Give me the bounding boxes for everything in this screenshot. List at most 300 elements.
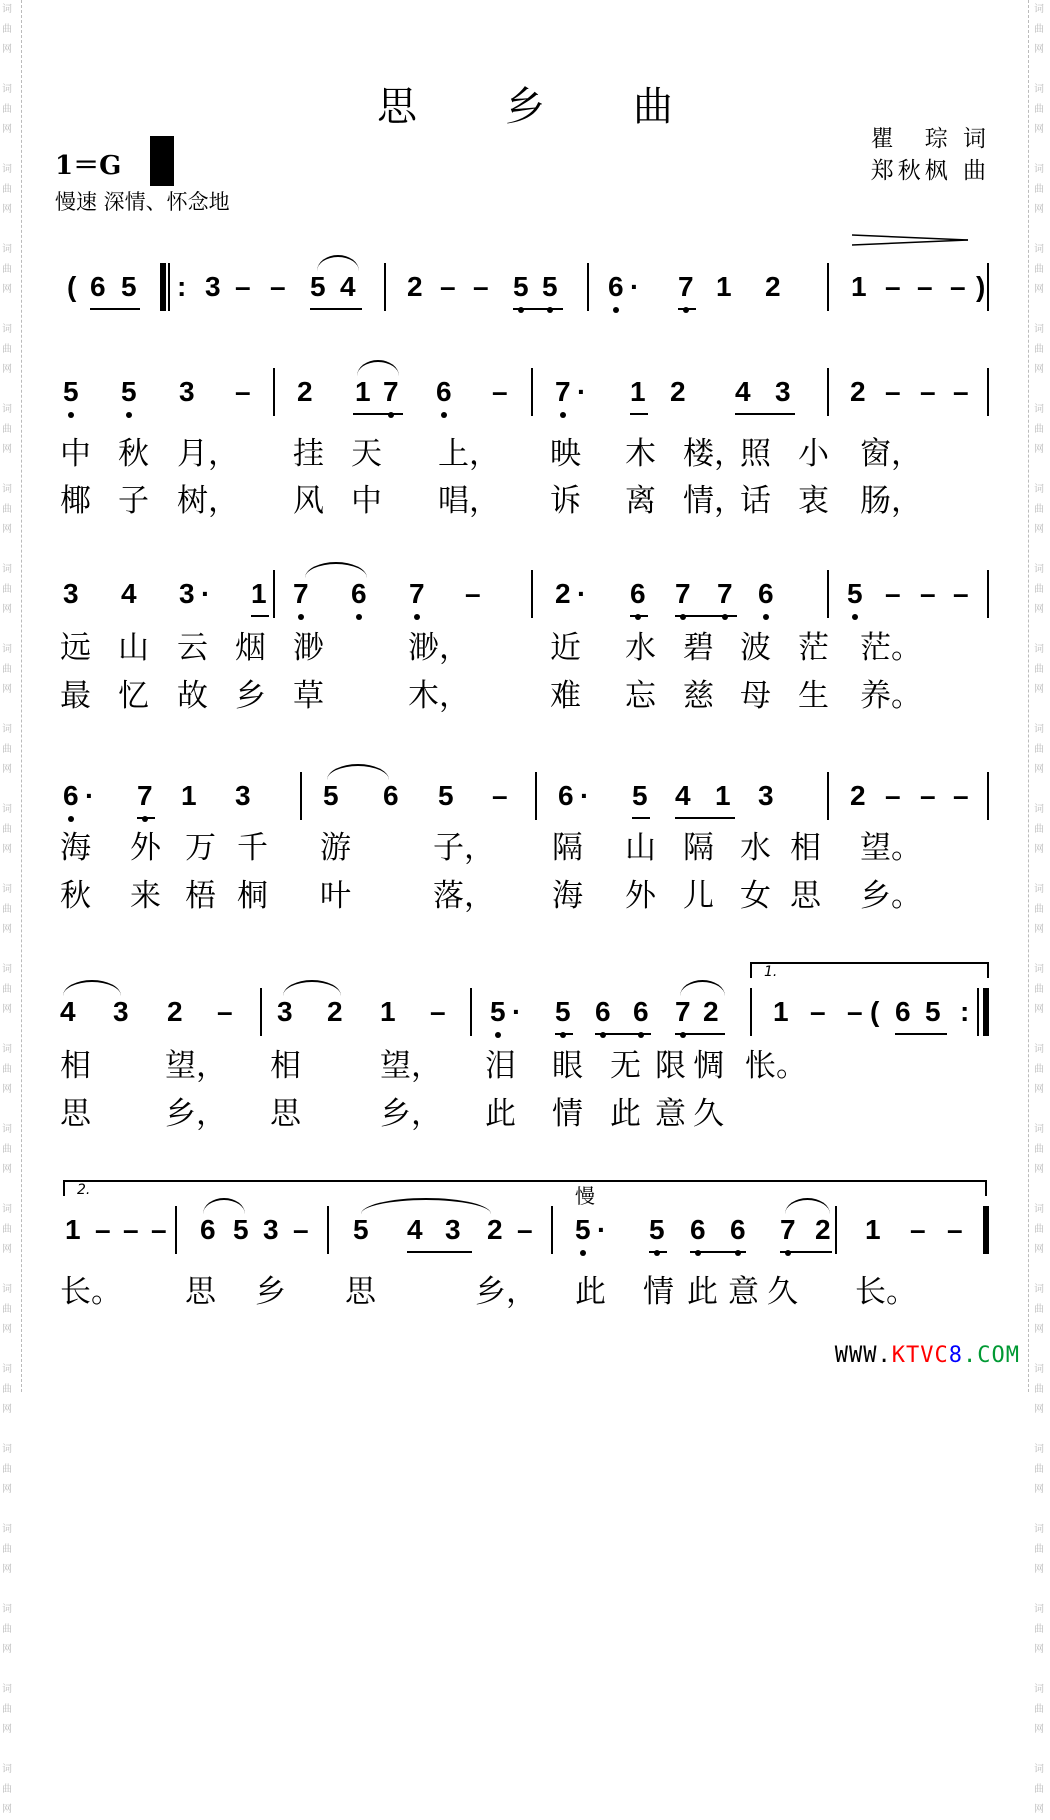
note: · (577, 376, 587, 407)
note: 6 (90, 271, 106, 302)
note: 6 (383, 780, 399, 811)
beam-underline (690, 1251, 746, 1253)
note: 6 (630, 578, 646, 609)
lyric-char: 眼 (552, 1048, 583, 1084)
barline (987, 772, 989, 820)
note: 6 (608, 271, 624, 302)
note: 5 (438, 780, 454, 811)
note: 1 (355, 376, 371, 407)
lyric-char: 茫 (798, 630, 829, 666)
beam-underline (675, 1033, 725, 1035)
note: 6 (633, 996, 649, 1027)
lyric-char: 木 (625, 436, 656, 472)
beam-underline (630, 615, 648, 617)
lyric-char: 情 (552, 1096, 583, 1132)
website-part: WWW. (834, 1343, 892, 1368)
barline (551, 1206, 553, 1254)
note: 3 (263, 1214, 279, 1245)
lyric-char: 隔 (683, 830, 714, 866)
note: 3 (758, 780, 774, 811)
note: 7 (383, 376, 399, 407)
note: 5 (233, 1214, 249, 1245)
lyric-char: 肠， (860, 483, 922, 519)
note: 5 (353, 1214, 369, 1245)
lyric-char: 长。 (60, 1274, 122, 1310)
note: 2 (703, 996, 719, 1027)
note: 6 (200, 1214, 216, 1245)
lyric-char: 唱， (438, 483, 500, 519)
note: – (123, 1214, 139, 1245)
lyric-char: 渺， (408, 630, 470, 666)
note: – (95, 1214, 111, 1245)
note: 2 (815, 1214, 831, 1245)
slur (317, 255, 359, 271)
barline (384, 263, 386, 311)
note: 3 (277, 996, 293, 1027)
note: – (517, 1214, 533, 1245)
tempo-slow-mark: 慢 (575, 1184, 595, 1208)
lyricist-credit: 瞿 琮 词 (870, 126, 990, 152)
note: 7 (717, 578, 733, 609)
note: 4 (60, 996, 76, 1027)
note: – (917, 271, 933, 302)
note: 7 (780, 1214, 796, 1245)
lyric-char: 波 (740, 630, 771, 666)
note: – (847, 996, 863, 1027)
note: 5 (121, 376, 137, 407)
lyric-char: 外 (130, 830, 161, 866)
note: · (512, 996, 522, 1027)
note: · (85, 780, 95, 811)
lyric-char: 乡 (255, 1274, 286, 1310)
lyric-char: 云 (177, 630, 208, 666)
lyric-char: 挂 (293, 436, 324, 472)
lyric-char: 桐 (237, 878, 268, 914)
lyric-char: 意 (728, 1274, 759, 1310)
note: 4 (407, 1214, 423, 1245)
note: 3 (179, 578, 195, 609)
lyric-char: 月， (177, 436, 239, 472)
lyric-char: 思 (185, 1274, 216, 1310)
volta-1-label: 1. (764, 964, 778, 980)
lyric-char: 情， (683, 483, 745, 519)
note: – (920, 780, 936, 811)
beam-underline (735, 413, 795, 415)
lyric-char: 山 (625, 830, 656, 866)
tempo-marking: 慢速 深情、怀念地 (55, 190, 230, 214)
lyric-char: 望。 (860, 830, 922, 866)
lyric-char: 叶 (320, 878, 351, 914)
beam-underline (251, 615, 269, 617)
barline (827, 263, 829, 311)
note: 4 (340, 271, 356, 302)
beam-underline (310, 308, 362, 310)
barline (983, 1206, 989, 1254)
lyric-char: 近 (550, 630, 581, 666)
note: 1 (630, 376, 646, 407)
lyric-char: 最 (60, 678, 91, 714)
note: – (235, 376, 251, 407)
lyric-char: 女 (740, 878, 771, 914)
lyric-char: 长。 (855, 1274, 917, 1310)
barline (827, 570, 829, 618)
lyric-char: 思 (345, 1274, 376, 1310)
lyric-char: 惆 (693, 1048, 724, 1084)
lyric-char: 忘 (625, 678, 656, 714)
lyric-char: 水 (625, 630, 656, 666)
beam-underline (90, 308, 140, 310)
lyric-char: 相 (60, 1048, 91, 1084)
lyric-char: 秋 (60, 878, 91, 914)
lyric-char: 树， (177, 483, 239, 519)
lyric-char: 木， (408, 678, 470, 714)
lyric-char: 相 (270, 1048, 301, 1084)
note: – (910, 1214, 926, 1245)
note: ) (976, 271, 986, 302)
note: 2 (327, 996, 343, 1027)
note: 2 (407, 271, 423, 302)
barline (750, 988, 752, 1036)
lyric-char: 烟 (235, 630, 266, 666)
barline (168, 263, 170, 311)
note: 4 (735, 376, 751, 407)
beam-underline (630, 413, 648, 415)
note: 6 (436, 376, 452, 407)
note: – (465, 578, 481, 609)
time-signature (150, 136, 164, 176)
slur (283, 980, 341, 996)
note: ( (870, 996, 880, 1027)
lyric-char: 乡 (235, 678, 266, 714)
note: – (151, 1214, 167, 1245)
note: 6 (690, 1214, 706, 1245)
note: 5 (63, 376, 79, 407)
lyric-char: 远 (60, 630, 91, 666)
key-signature: 1＝G (55, 151, 122, 181)
lyric-char: 子， (433, 830, 495, 866)
note: 6 (351, 578, 367, 609)
lyric-char: 上， (438, 436, 500, 472)
note: ( (67, 271, 77, 302)
note: 5 (632, 780, 648, 811)
note: 6 (895, 996, 911, 1027)
lyric-char: 海 (552, 878, 583, 914)
note: 1 (865, 1214, 881, 1245)
note: 3 (113, 996, 129, 1027)
beam-underline (895, 1033, 947, 1035)
left-margin-line (21, 0, 22, 1392)
note: 5 (649, 1214, 665, 1245)
note: 4 (121, 578, 137, 609)
lyric-char: 意 (655, 1096, 686, 1132)
lyric-char: 楼， (683, 436, 745, 472)
lyric-char: 思 (790, 878, 821, 914)
note: 5 (542, 271, 558, 302)
lyric-char: 乡。 (860, 878, 922, 914)
note: · (201, 578, 211, 609)
lyric-char: 此 (610, 1096, 641, 1132)
lyric-char: 无 (610, 1048, 641, 1084)
lyric-char: 万 (185, 830, 216, 866)
note: 5 (575, 1214, 591, 1245)
lyric-char: 乡， (380, 1096, 442, 1132)
barline (175, 1206, 177, 1254)
website-part: KTVC (891, 1343, 949, 1368)
barline (987, 263, 989, 311)
volta-bracket-1 (750, 962, 989, 978)
barline (160, 263, 166, 311)
note: – (885, 376, 901, 407)
barline (327, 1206, 329, 1254)
note: 2 (850, 376, 866, 407)
note: – (473, 271, 489, 302)
note: : (960, 996, 970, 1027)
lyric-char: 椰 (60, 483, 91, 519)
beam-underline (675, 817, 735, 819)
slur (327, 764, 389, 780)
note: · (577, 578, 587, 609)
note: 2 (167, 996, 183, 1027)
note: 6 (595, 996, 611, 1027)
lyric-char: 游 (320, 830, 351, 866)
lyric-char: 儿 (683, 878, 714, 914)
lyric-char: 此 (575, 1274, 606, 1310)
note: · (580, 780, 590, 811)
barline (977, 988, 979, 1036)
note: 4 (675, 780, 691, 811)
barline (987, 368, 989, 416)
lyric-char: 衷 (798, 483, 829, 519)
beam-underline (353, 413, 403, 415)
beam-underline (137, 817, 155, 819)
slur (361, 1198, 491, 1214)
barline (300, 772, 302, 820)
barline (273, 570, 275, 618)
lyric-char: 照 (740, 436, 771, 472)
lyric-char: 碧 (683, 630, 714, 666)
note: 3 (205, 271, 221, 302)
lyric-char: 来 (130, 878, 161, 914)
lyric-char: 望， (380, 1048, 442, 1084)
lyric-char: 隔 (552, 830, 583, 866)
note: – (810, 996, 826, 1027)
lyric-char: 水 (740, 830, 771, 866)
lyric-char: 难 (550, 678, 581, 714)
note: 2 (487, 1214, 503, 1245)
note: 3 (63, 578, 79, 609)
diminuendo-icon (852, 233, 970, 247)
note: – (953, 578, 969, 609)
beam-underline (513, 308, 563, 310)
website-logo (835, 1343, 1020, 1368)
lyric-char: 此 (687, 1274, 718, 1310)
slur (305, 562, 367, 578)
note: 3 (235, 780, 251, 811)
note: 2 (297, 376, 313, 407)
note: – (947, 1214, 963, 1245)
note: 7 (675, 578, 691, 609)
volta-bracket-2 (63, 1180, 987, 1196)
slur (357, 360, 399, 376)
note: – (885, 271, 901, 302)
beam-underline (555, 1033, 573, 1035)
note: 5 (310, 271, 326, 302)
note: 1 (380, 996, 396, 1027)
note: 7 (293, 578, 309, 609)
lyric-char: 泪 (485, 1048, 516, 1084)
lyric-char: 忆 (118, 678, 149, 714)
note: 6 (558, 780, 574, 811)
website-part: 8 (948, 1343, 964, 1368)
note: – (885, 780, 901, 811)
slur (203, 1198, 245, 1214)
note: – (953, 376, 969, 407)
note: 1 (251, 578, 267, 609)
lyric-char: 限 (655, 1048, 686, 1084)
lyric-char: 梧 (185, 878, 216, 914)
note: · (597, 1214, 607, 1245)
note: 3 (775, 376, 791, 407)
note: 1 (851, 271, 867, 302)
lyric-char: 小 (798, 436, 829, 472)
lyric-char: 风 (293, 483, 324, 519)
note: 6 (758, 578, 774, 609)
note: 5 (847, 578, 863, 609)
lyric-char: 外 (625, 878, 656, 914)
note: 7 (555, 376, 571, 407)
note: 7 (678, 271, 694, 302)
note: 5 (555, 996, 571, 1027)
lyric-char: 天 (351, 436, 382, 472)
note: 2 (765, 271, 781, 302)
barline (587, 263, 589, 311)
lyric-char: 故 (177, 678, 208, 714)
lyric-char: 情 (643, 1274, 674, 1310)
note: 3 (445, 1214, 461, 1245)
note: – (950, 271, 966, 302)
note: 7 (137, 780, 153, 811)
lyric-char: 秋 (118, 436, 149, 472)
note: 2 (670, 376, 686, 407)
lyric-char: 话 (740, 483, 771, 519)
beam-underline (632, 817, 650, 819)
lyric-char: 诉 (550, 483, 581, 519)
barline (531, 570, 533, 618)
barline (983, 988, 989, 1036)
beam-underline (407, 1251, 472, 1253)
lyric-char: 映 (550, 436, 581, 472)
note: 2 (555, 578, 571, 609)
beam-underline (649, 1251, 667, 1253)
barline (827, 772, 829, 820)
lyric-char: 山 (118, 630, 149, 666)
lyric-char: 此 (485, 1096, 516, 1132)
note: 1 (181, 780, 197, 811)
barline (531, 368, 533, 416)
lyric-char: 相 (790, 830, 821, 866)
barline (835, 1206, 837, 1254)
lyric-char: 落， (433, 878, 495, 914)
note: 1 (773, 996, 789, 1027)
note: 7 (409, 578, 425, 609)
barline (470, 988, 472, 1036)
note: – (235, 271, 251, 302)
note: 5 (490, 996, 506, 1027)
note: – (492, 376, 508, 407)
volta-2-label: 2. (77, 1182, 91, 1198)
lyric-char: 乡， (475, 1274, 537, 1310)
lyric-char: 窗， (860, 436, 922, 472)
note: – (430, 996, 446, 1027)
note: – (953, 780, 969, 811)
barline (827, 368, 829, 416)
note: · (630, 271, 640, 302)
lyric-char: 生 (798, 678, 829, 714)
lyric-char: 久 (693, 1096, 724, 1132)
note: 7 (675, 996, 691, 1027)
note: – (920, 376, 936, 407)
lyric-char: 养。 (860, 678, 922, 714)
note: 5 (925, 996, 941, 1027)
website-part: .COM (963, 1343, 1020, 1368)
note: 1 (716, 271, 732, 302)
barline (535, 772, 537, 820)
lyric-char: 子 (118, 483, 149, 519)
lyric-char: 千 (237, 830, 268, 866)
note: – (920, 578, 936, 609)
slur (785, 1198, 830, 1214)
barline (260, 988, 262, 1036)
song-title: 思乡曲 (377, 84, 761, 130)
right-margin-line (1028, 0, 1029, 1392)
note: – (440, 271, 456, 302)
barline (987, 570, 989, 618)
lyric-char: 草 (293, 678, 324, 714)
beam-underline (678, 308, 696, 310)
lyric-char: 慈 (683, 678, 714, 714)
watermark-left: 词 曲 网 词 曲 网 词 曲 网 词 曲 网 词 曲 网 词 曲 网 词 曲 网 词 曲 网 词 曲 网 词 曲 网 词 曲 网 词 曲 网 词 曲 网 词 曲 网 词 曲 网 词 曲 网 词 曲 网 词 曲 网 词 曲 网 词 曲 网 词 曲 网 词 曲 网 词 曲 网 (2, 4, 12, 1815)
note: : (177, 271, 187, 302)
note: 3 (179, 376, 195, 407)
note: 5 (323, 780, 339, 811)
note: – (293, 1214, 309, 1245)
note: 2 (850, 780, 866, 811)
note: – (885, 578, 901, 609)
watermark-right: 词 曲 网 词 曲 网 词 曲 网 词 曲 网 词 曲 网 词 曲 网 词 曲 网 词 曲 网 词 曲 网 词 曲 网 词 曲 网 词 曲 网 词 曲 网 词 曲 网 词 曲 网 词 曲 网 词 曲 网 词 曲 网 词 曲 网 词 曲 网 词 曲 网 词 曲 网 词 曲 网 (1034, 4, 1044, 1815)
lyric-char: 思 (270, 1096, 301, 1132)
lyric-char: 思 (60, 1096, 91, 1132)
note: – (492, 780, 508, 811)
lyric-char: 中 (60, 436, 91, 472)
lyric-char: 离 (625, 483, 656, 519)
note: – (270, 271, 286, 302)
lyric-char: 望， (165, 1048, 227, 1084)
note: – (217, 996, 233, 1027)
composer-credit: 郑秋枫 曲 (870, 158, 990, 184)
beam-underline (675, 615, 737, 617)
note: 1 (715, 780, 731, 811)
barline (273, 368, 275, 416)
note: 5 (121, 271, 137, 302)
lyric-char: 中 (351, 483, 382, 519)
lyric-char: 海 (60, 830, 91, 866)
lyric-char: 茫。 (860, 630, 922, 666)
lyric-char: 母 (740, 678, 771, 714)
note: 5 (513, 271, 529, 302)
beam-underline (595, 1033, 651, 1035)
note: 1 (65, 1214, 81, 1245)
beam-underline (780, 1251, 832, 1253)
